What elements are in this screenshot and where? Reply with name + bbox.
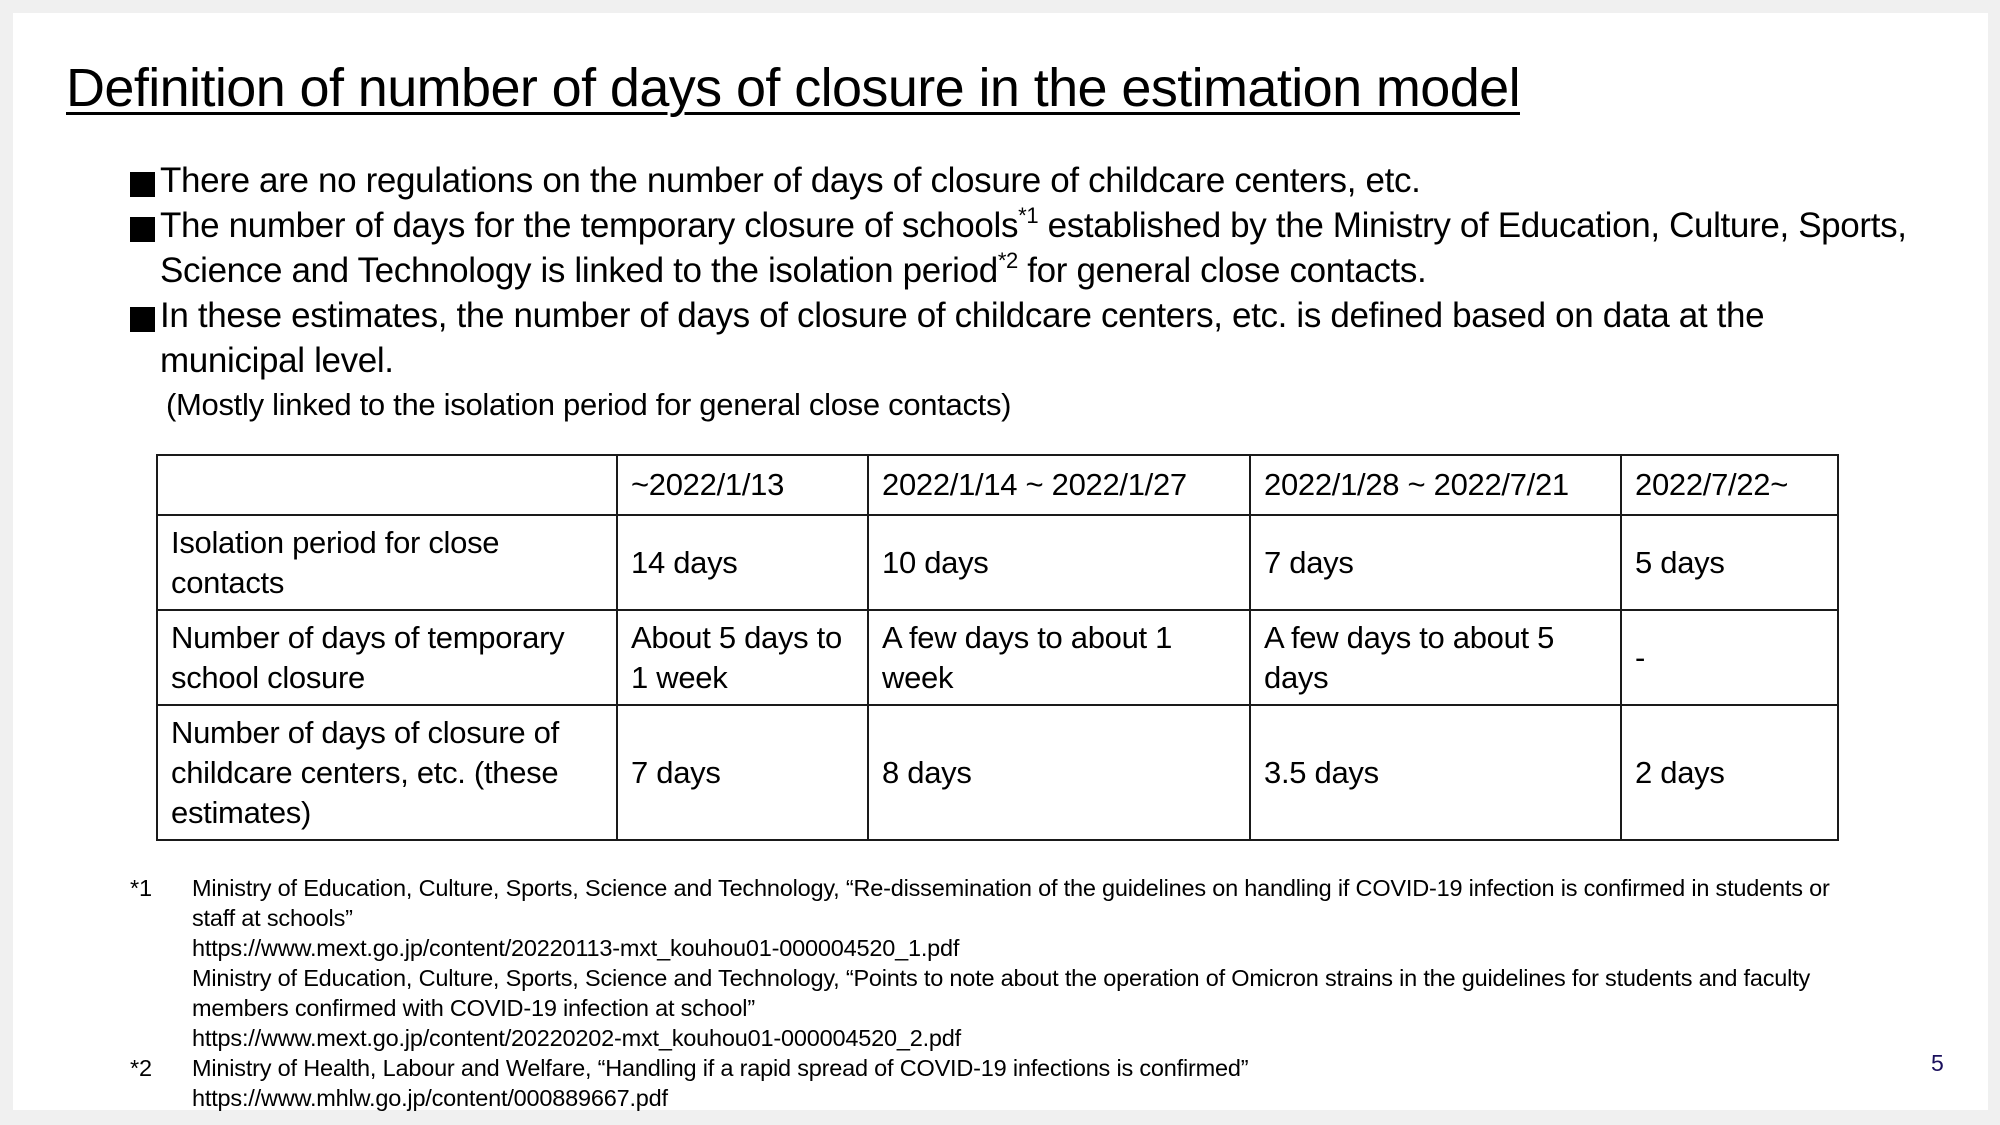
bullet-text: The number of days for the temporary closure of schools xyxy=(160,206,1019,245)
table-row-label: Isolation period for close contacts xyxy=(157,515,617,610)
black-square-bullet-icon xyxy=(130,172,155,197)
closure-days-table xyxy=(156,454,1839,841)
table-row xyxy=(157,705,1838,840)
table-cell: - xyxy=(1621,610,1838,705)
slide-title: Definition of number of days of closure in the estimation model xyxy=(66,58,1520,118)
table-cell: About 5 days to 1 week xyxy=(617,610,868,705)
footnotes xyxy=(130,873,1952,1113)
footnote-citation: Ministry of Education, Culture, Sports, Science and Technology, “Re-dissemination of the guidelines on handling if COVID-19 infection is confirmed in students or staff at schools” xyxy=(192,875,1830,931)
table-cell: 2 days xyxy=(1621,705,1838,840)
table-row-label: Number of days of closure of childcare centers, etc. (these estimates) xyxy=(157,705,617,840)
footnote-1 xyxy=(130,873,1952,1053)
table-cell: 14 days xyxy=(617,515,868,610)
table-cell: 7 days xyxy=(1250,515,1621,610)
table-cell: 5 days xyxy=(1621,515,1838,610)
footnote-url-link[interactable]: https://www.mext.go.jp/content/20220202-mxt_kouhou01-000004520_2.pdf xyxy=(192,1025,961,1051)
note-text: (Mostly linked to the isolation period for general close contacts) xyxy=(166,387,1012,422)
slide xyxy=(13,13,1988,1110)
bullet-text: for general close contacts. xyxy=(1017,251,1427,290)
bullet-item xyxy=(116,293,1916,383)
footnote-url-link[interactable]: https://www.mext.go.jp/content/20220113-mxt_kouhou01-000004520_1.pdf xyxy=(192,935,960,961)
bullet-text: In these estimates, the number of days of closure of childcare centers, etc. is defined based on data at the municipal level. xyxy=(160,296,1765,380)
footnote-2 xyxy=(130,1053,1952,1113)
bullet-item xyxy=(116,203,1916,293)
black-square-bullet-icon xyxy=(130,217,155,242)
table-cell: 3.5 days xyxy=(1250,705,1621,840)
footnote-mark: *2 xyxy=(130,1055,152,1081)
bullet-text: established by the Ministry of Education, Culture, Sports, Science and Technology is linked to the isolation period xyxy=(160,206,1907,290)
table-cell: 7 days xyxy=(617,705,868,840)
table-cell: A few days to about 5 days xyxy=(1250,610,1621,705)
table-row-label: Number of days of temporary school closure xyxy=(157,610,617,705)
table-row xyxy=(157,610,1838,705)
table-header-cell: ~2022/1/13 xyxy=(617,455,868,515)
table-header-cell: 2022/1/28 ~ 2022/7/21 xyxy=(1250,455,1621,515)
bullet-list xyxy=(116,158,1916,383)
table-header-cell xyxy=(157,455,617,515)
footnote-mark: *1 xyxy=(130,875,152,901)
footnote-citation: Ministry of Education, Culture, Sports, Science and Technology, “Points to note about the operation of Omicron strains in the guidelines for students and faculty members confirmed with COVID-19 infection at school” xyxy=(192,965,1811,1021)
table-cell: 10 days xyxy=(868,515,1250,610)
table-header-cell: 2022/1/14 ~ 2022/1/27 xyxy=(868,455,1250,515)
table-header-cell: 2022/7/22~ xyxy=(1621,455,1838,515)
table-header-row xyxy=(157,455,1838,515)
footnote-ref: *2 xyxy=(997,248,1018,273)
footnote-ref: *1 xyxy=(1018,203,1039,228)
footnote-citation: Ministry of Health, Labour and Welfare, “Handling if a rapid spread of COVID-19 infections is confirmed” xyxy=(192,1055,1249,1081)
footnote-url-link[interactable]: https://www.mhlw.go.jp/content/000889667.pdf xyxy=(192,1085,668,1111)
bullet-item xyxy=(116,158,1916,203)
table-row xyxy=(157,515,1838,610)
table-cell: A few days to about 1 week xyxy=(868,610,1250,705)
bullet-text: There are no regulations on the number of days of closure of childcare centers, etc. xyxy=(160,161,1421,200)
page-number: 5 xyxy=(1931,1050,1944,1076)
black-square-bullet-icon xyxy=(130,307,155,332)
table-cell: 8 days xyxy=(868,705,1250,840)
